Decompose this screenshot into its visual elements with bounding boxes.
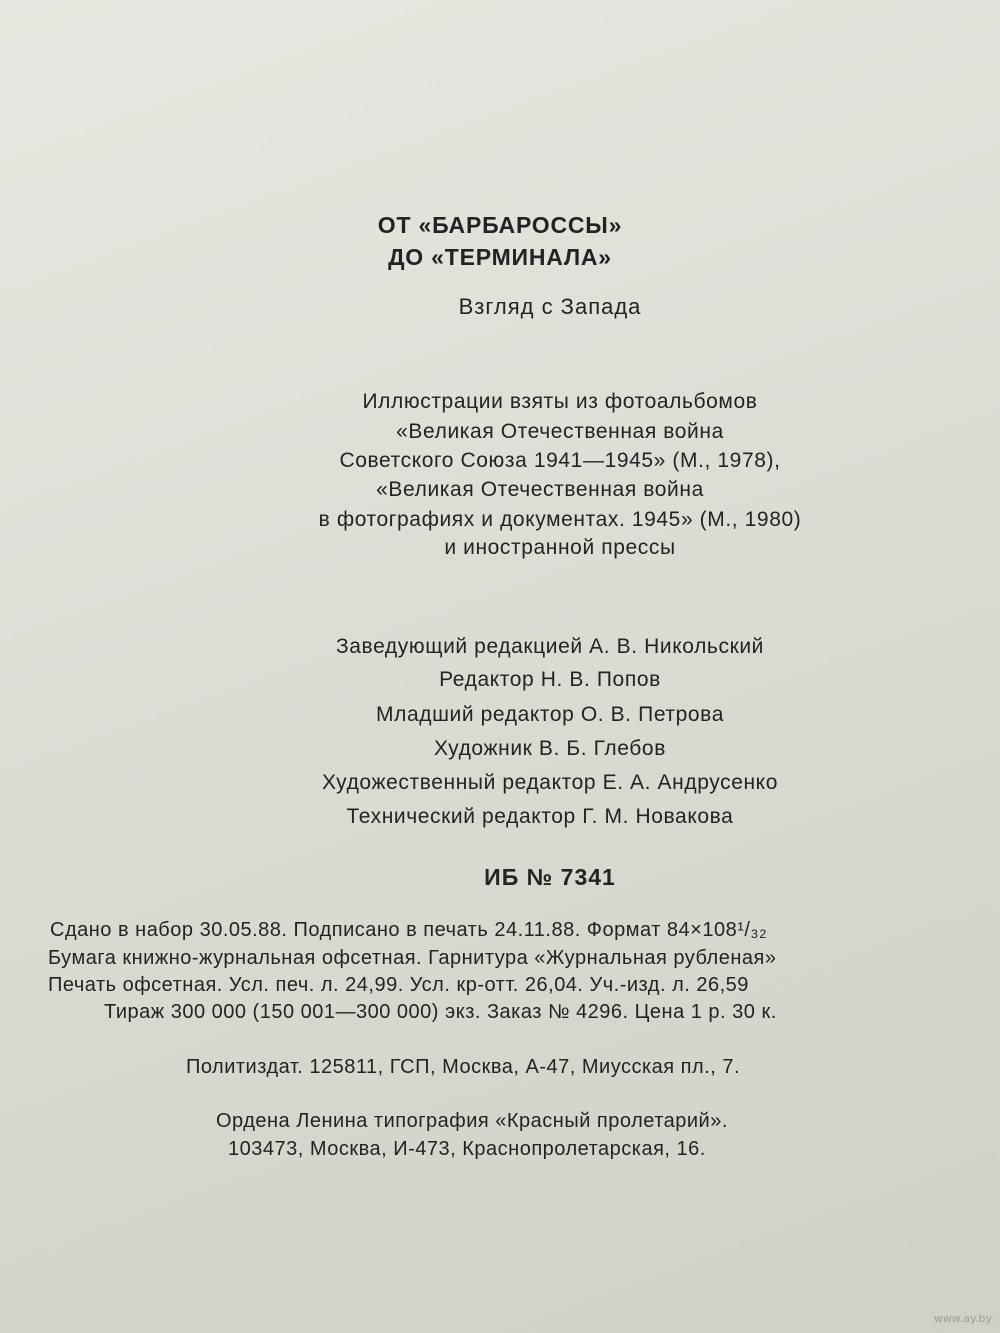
book-title-line-1: ОТ «БАРБАРОССЫ» <box>377 212 623 238</box>
ib-number: ИБ № 7341 <box>484 864 616 890</box>
imprint-line-2: Бумага книжно-журнальная офсетная. Гарнитура «Журнальная рубленая» <box>48 947 777 969</box>
printer-line-2: 103473, Москва, И-473, Краснопролетарская, 16. <box>228 1138 706 1160</box>
illustrations-line-3: Советского Союза 1941—1945» (М., 1978), <box>339 449 781 472</box>
publisher-address: Политиздат. 125811, ГСП, Москва, А-47, Миусская пл., 7. <box>186 1056 741 1078</box>
credit-artist: Художник В. Б. Глебов <box>434 737 666 760</box>
credit-art-editor: Художественный редактор Е. А. Андрусенко <box>322 771 778 794</box>
illustrations-line-4: «Великая Отечественная война <box>376 478 704 501</box>
illustrations-line-6: и иностранной прессы <box>444 536 676 559</box>
illustrations-line-5: в фотографиях и документах. 1945» (М., 1980) <box>318 508 802 531</box>
imprint-line-4: Тираж 300 000 (150 001—300 000) экз. Заказ № 4296. Цена 1 р. 30 к. <box>104 1001 777 1023</box>
imprint-line-3: Печать офсетная. Усл. печ. л. 24,99. Усл. кр-отт. 26,04. Уч.-изд. л. 26,59 <box>48 974 749 996</box>
credit-editor: Редактор Н. В. Попов <box>439 668 661 691</box>
credit-technical-editor: Технический редактор Г. М. Новакова <box>346 805 734 828</box>
illustrations-line-2: «Великая Отечественная война <box>396 420 724 443</box>
credit-managing-editor: Заведующий редакцией А. В. Никольский <box>335 635 765 658</box>
site-watermark: www.ay.by <box>933 1312 992 1325</box>
book-title-line-2: ДО «ТЕРМИНАЛА» <box>388 244 612 270</box>
illustrations-line-1: Иллюстрации взяты из фотоальбомов <box>362 390 758 413</box>
credit-junior-editor: Младший редактор О. В. Петрова <box>376 703 724 726</box>
imprint-line-1: Сдано в набор 30.05.88. Подписано в печать 24.11.88. Формат 84×108¹/₃₂ <box>50 919 768 941</box>
book-subtitle: Взгляд с Запада <box>458 294 642 319</box>
printer-line-1: Ордена Ленина типография «Красный пролетарий». <box>216 1110 728 1132</box>
